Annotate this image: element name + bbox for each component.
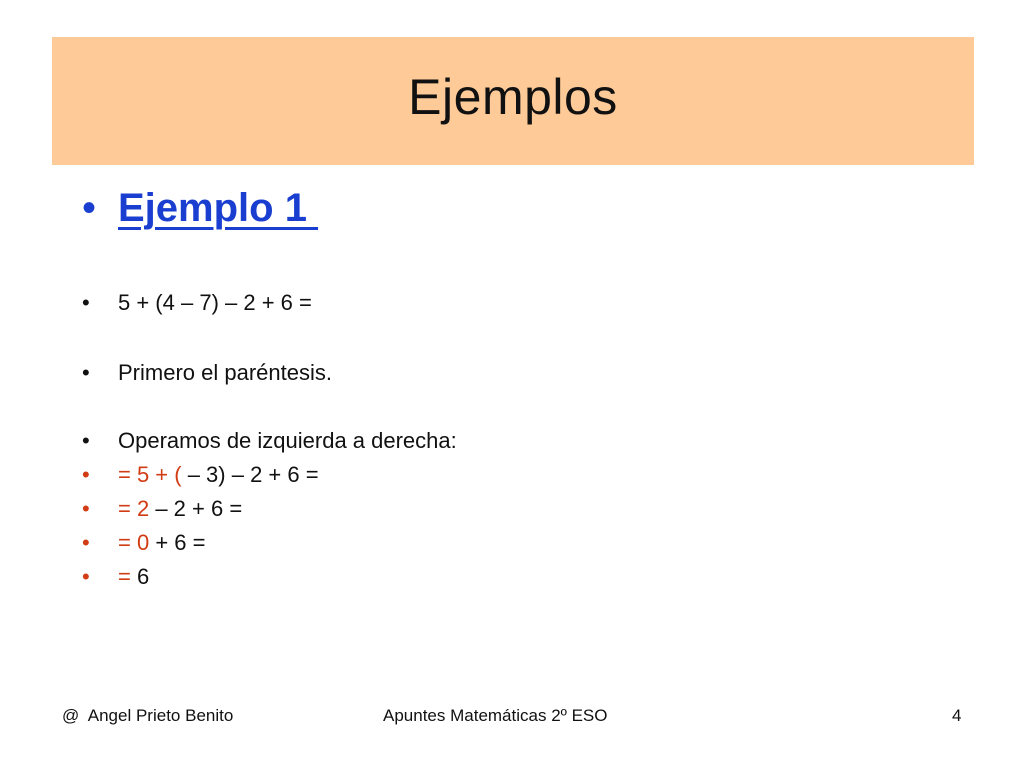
calc-highlight: = 2 xyxy=(118,496,150,521)
step-text: Operamos de izquierda a derecha: xyxy=(118,428,457,453)
bullet: • xyxy=(82,564,90,589)
calc-text: – 3) – 2 + 6 = xyxy=(181,462,319,487)
list-item-step-2 xyxy=(82,428,457,454)
list-item-calc-1 xyxy=(82,462,319,488)
calc-highlight: = 0 xyxy=(118,530,150,555)
expression-text: 5 + (4 – 7) – 2 + 6 = xyxy=(118,290,312,315)
slide-title: Ejemplos xyxy=(408,69,618,125)
list-item-calc-2 xyxy=(82,496,242,522)
example-heading-row xyxy=(82,186,318,231)
bullet: • xyxy=(82,462,90,487)
footer-author: @ Angel Prieto Benito xyxy=(62,706,234,725)
bullet: • xyxy=(82,290,90,315)
list-item-calc-3 xyxy=(82,530,205,556)
bullet: • xyxy=(82,428,90,453)
heading-bullet: • xyxy=(82,186,97,230)
title-band xyxy=(52,37,974,165)
bullet: • xyxy=(82,360,90,385)
list-item-calc-4 xyxy=(82,564,149,590)
calc-text: 6 xyxy=(136,564,150,589)
example-heading: Ejemplo 1 xyxy=(118,186,319,230)
calc-highlight: = xyxy=(118,564,137,589)
bullet: • xyxy=(82,496,90,521)
calc-text: + 6 = xyxy=(149,530,206,555)
footer-page-number: 4 xyxy=(952,706,962,725)
calc-highlight: = 5 + ( xyxy=(118,462,182,487)
bullet: • xyxy=(82,530,90,555)
footer-course: Apuntes Matemáticas 2º ESO xyxy=(383,706,608,725)
calc-text: – 2 + 6 = xyxy=(149,496,243,521)
list-item-step-1 xyxy=(82,360,332,386)
step-text: Primero el paréntesis. xyxy=(118,360,332,385)
list-item-expression xyxy=(82,290,312,316)
